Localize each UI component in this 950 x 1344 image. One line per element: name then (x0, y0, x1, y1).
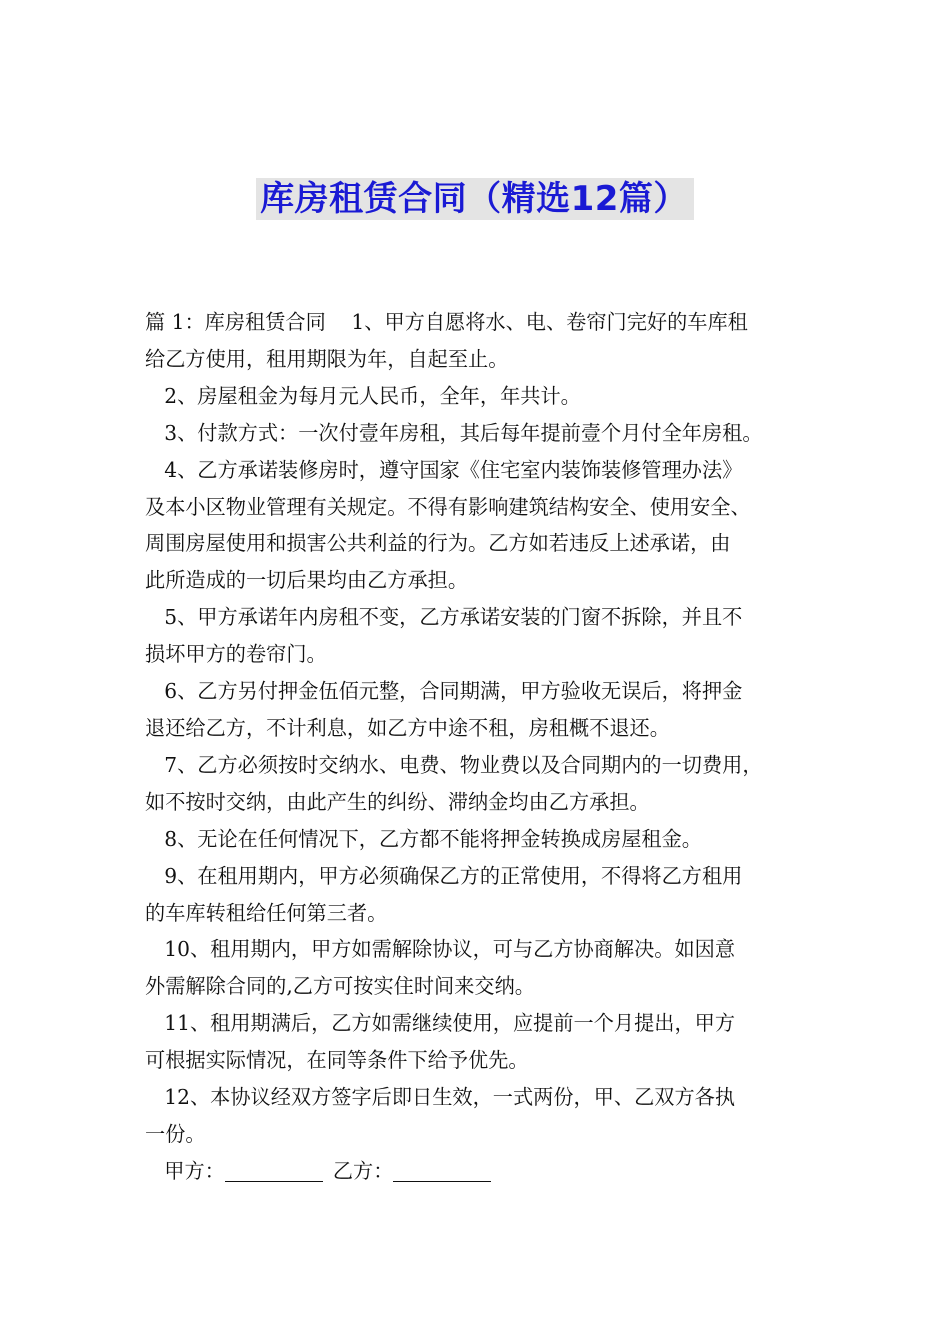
contract-line: 11、租用期满后，乙方如需继续使用，应提前一个月提出，甲方 (145, 1011, 736, 1036)
contract-line: 3、付款方式：一次付壹年房租，其后每年提前壹个月付全年房租。 (145, 420, 763, 445)
party-a-signature-blank[interactable] (225, 1161, 323, 1182)
contract-line: 此所造成的一切后果均由乙方承担。 (145, 568, 469, 593)
contract-line: 篇 1：库房租赁合同 1、甲方自愿将水、电、卷帘门完好的车库租 (145, 310, 748, 334)
signature-line (145, 1153, 825, 1190)
title-container (0, 178, 950, 220)
contract-line: 退还给乙方，不计利息，如乙方中途不租，房租概不退还。 (145, 715, 670, 740)
document-title: 库房租赁合同（精选12篇） (256, 178, 694, 220)
contract-line: 的车库转租给任何第三者。 (145, 900, 388, 925)
contract-line: 12、本协议经双方签字后即日生效，一式两份，甲、乙双方各执 (145, 1085, 736, 1110)
party-b-signature-blank[interactable] (393, 1161, 491, 1182)
contract-line: 9、在租用期内，甲方必须确保乙方的正常使用，不得将乙方租用 (145, 863, 743, 888)
contract-line: 2、房屋租金为每月元人民币，全年，年共计。 (145, 383, 581, 408)
contract-line: 10、租用期内，甲方如需解除协议，可与乙方协商解决。如因意 (145, 937, 736, 962)
contract-line: 可根据实际情况，在同等条件下给予优先。 (145, 1048, 529, 1073)
contract-line: 一份。 (145, 1121, 206, 1146)
contract-line: 损坏甲方的卷帘门。 (145, 642, 327, 667)
contract-line: 如不按时交纳，由此产生的纠纷、滞纳金均由乙方承担。 (145, 789, 650, 814)
contract-line: 7、乙方必须按时交纳水、电费、物业费以及合同期内的一切费用， (145, 752, 763, 777)
party-a-label: 甲方： (164, 1158, 225, 1183)
signature-indent (145, 1159, 164, 1183)
contract-line: 及本小区物业管理有关规定。不得有影响建筑结构安全、使用安全、 (145, 494, 751, 519)
contract-line: 8、无论在任何情况下，乙方都不能将押金转换成房屋租金。 (145, 826, 702, 851)
contract-line: 周围房屋使用和损害公共利益的行为。乙方如若违反上述承诺，由 (145, 531, 731, 556)
contract-line: 外需解除合同的,乙方可按实住时间来交纳。 (145, 974, 535, 999)
contract-line: 给乙方使用，租用期限为年，自起至止。 (145, 346, 509, 371)
document-body (145, 304, 825, 1190)
contract-line: 6、乙方另付押金伍佰元整，合同期满，甲方验收无误后，将押金 (145, 679, 743, 704)
contract-line: 5、甲方承诺年内房租不变，乙方承诺安装的门窗不拆除，并且不 (145, 605, 743, 630)
contract-line: 4、乙方承诺装修房时，遵守国家《住宅室内装饰装修管理办法》 (145, 457, 743, 482)
party-b-label: 乙方： (332, 1158, 394, 1183)
